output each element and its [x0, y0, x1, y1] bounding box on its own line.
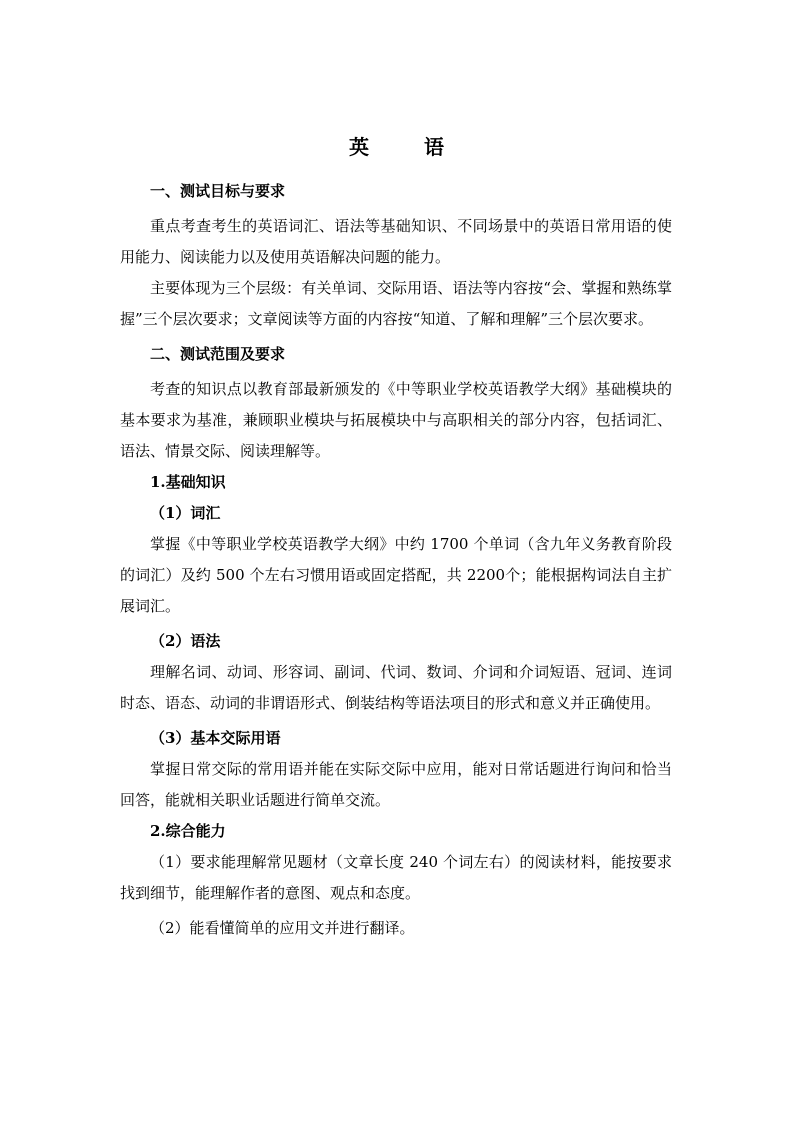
paragraph: 重点考查考生的英语词汇、语法等基础知识、不同场景中的英语日常用语的使用能力、阅读能力以及使用英语解决问题的能力。 — [120, 217, 672, 266]
paragraph: 主要体现为三个层级：有关单词、交际用语、语法等内容按“会、掌握和熟练掌握”三个层次要求；文章阅读等方面的内容按“知道、了解和理解”三个层次要求。 — [120, 279, 672, 328]
document-body — [120, 176, 672, 944]
paragraph: 掌握日常交际的常用语并能在实际交际中应用，能对日常话题进行询问和恰当回答，能就相关职业话题进行简单交流。 — [120, 760, 672, 809]
document-title: 英 语 — [349, 135, 468, 159]
subsection-heading-vocabulary: （1）词汇 — [150, 504, 221, 522]
subsection-heading-comprehensive: 2.综合能力 — [150, 822, 226, 840]
paragraph: 掌握《中等职业学校英语教学大纲》中约 1700 个单词（含九年义务教育阶段的词汇）及约 500 个左右习惯用语或固定搭配，共 2200个；能根据构词法自主扩展词汇。 — [120, 535, 672, 615]
section-heading-2: 二、测试范围及要求 — [150, 345, 286, 363]
paragraph: 考查的知识点以教育部最新颁发的《中等职业学校英语教学大纲》基础模块的基本要求为基准，兼顾职业模块与拓展模块中与高职相关的部分内容，包括词汇、语法、情景交际、阅读理解等。 — [120, 380, 672, 460]
subsection-heading-basic-knowledge: 1.基础知识 — [150, 473, 226, 491]
paragraph: （1）要求能理解常见题材（文章长度 240 个词左右）的阅读材料，能按要求找到细节，能理解作者的意图、观点和态度。 — [120, 853, 672, 902]
paragraph: （2）能看懂简单的应用文并进行翻译。 — [150, 919, 415, 937]
subsection-heading-grammar: （2）语法 — [150, 632, 221, 650]
paragraph: 理解名词、动词、形容词、副词、代词、数词、介词和介词短语、冠词、连词时态、语态、动词的非谓语形式、倒装结构等语法项目的形式和意义并正确使用。 — [120, 663, 672, 712]
section-heading-1: 一、测试目标与要求 — [150, 182, 286, 200]
subsection-heading-communication: （3）基本交际用语 — [150, 729, 281, 747]
